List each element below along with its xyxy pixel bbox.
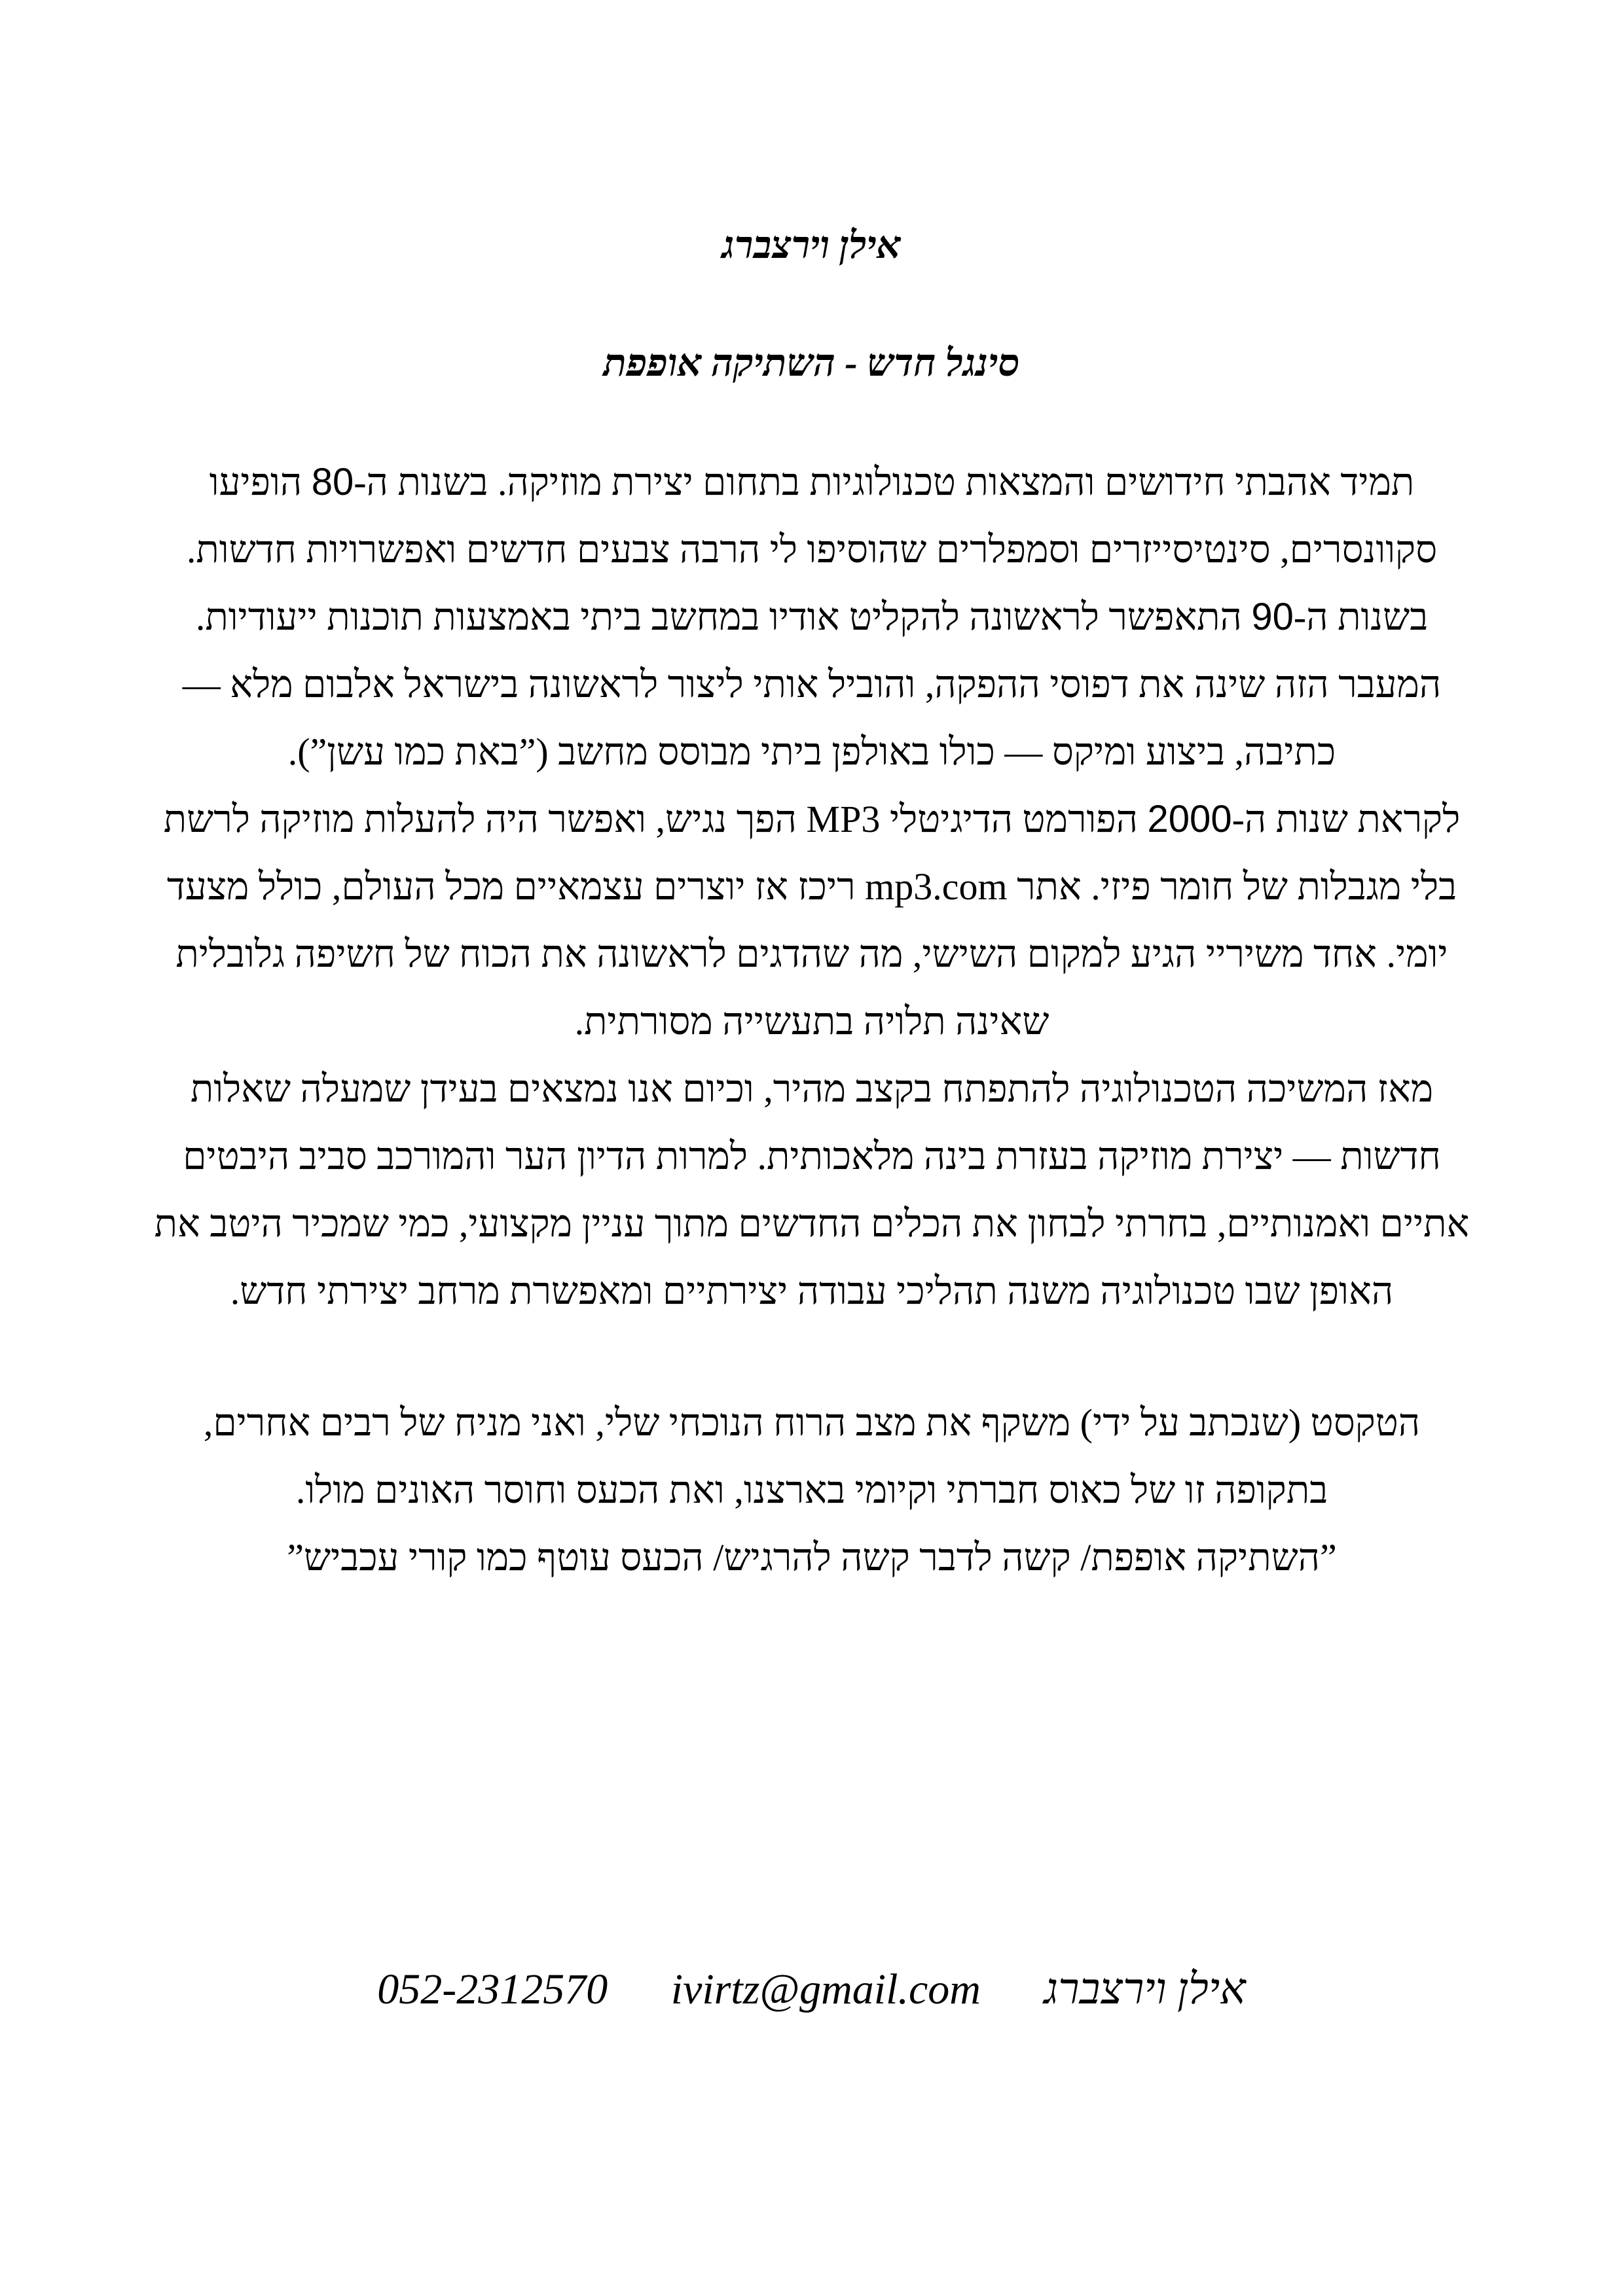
- paragraph-text: בשנות ה-: [1293, 596, 1429, 638]
- year-number: 2000: [1147, 798, 1232, 840]
- email-address: ivirtz@gmail.com: [670, 1965, 981, 2013]
- paragraph-home-recording: [154, 583, 1470, 785]
- paragraph-text: לקראת שנות ה-: [1231, 798, 1461, 840]
- paragraph-mp3-era: [154, 785, 1470, 1055]
- lyrics-quote: ”השתיקה אופפת/ קשה לדבר קשה להרגיש/ הכעס עוטף כמו קורי עכביש”: [287, 1536, 1337, 1579]
- paragraph-lyrics-context: הטקסט (שנכתב על ידי) משקף את מצב הרוח הנוכחי שלי, ואני מניח של רבים אחרים, בתקופה זו של כאוס חברתי וקיומי בארצנו, ואת הכעס וחוסר האונים מולו.: [203, 1401, 1421, 1511]
- body-text: [154, 448, 1470, 1591]
- phone-number: 052-2312570: [377, 1965, 608, 2013]
- paragraph-text: הפורמט הדיגיטלי: [880, 798, 1148, 840]
- paragraph-early-technology: [154, 448, 1470, 583]
- footer-author-name: אילן וירצברג: [1044, 1965, 1246, 2013]
- paragraph-text: התאפשר לראשונה להקליט אודיו במחשב ביתי באמצעות תוכנות ייעודיות. המעבר הזה שינה את דפוסי ההפקה, והוביל אותי ליצור לראשונה בישראל אלבום מלא — כתיבה, ביצוע ומיקס — כולו באולפן ביתי מבוסס מחשב (”באת כמו עשן”).: [182, 596, 1442, 773]
- paragraph-ai-era: מאז המשיכה הטכנולוגיה להתפתח בקצב מהיר, וכיום אנו נמצאים בעידן שמעלה שאלות חדשות — יצירת מוזיקה בעזרת בינה מלאכותית. למרות הדיון הער והמורכב סביב היבטים אתיים ואמנותיים, בחרתי לבחון את הכלים החדשים מתוך עניין מקצועי, כמי שמכיר היטב את האופן שבו טכנולוגיה משנה תהליכי עבודה יצירתיים ומאפשרת מרחב יצירתי חדש.: [154, 1067, 1470, 1312]
- format-name: MP3: [806, 798, 881, 840]
- paragraph-text: הפך נגיש, ואפשר היה להעלות מוזיקה לרשת בלי מגבלות של חומר פיזי. אתר: [163, 798, 1457, 908]
- paragraph-text: תמיד אהבתי חידושים והמצאות טכנולוגיות בתחום יצירת מוזיקה. בשנות ה-: [354, 461, 1415, 503]
- contact-footer: [0, 1964, 1623, 2016]
- author-heading: אילן וירצברג: [721, 224, 902, 266]
- paragraph-text: ריכז אז יוצרים עצמאיים מכל העולם, כולל מצעד יומי. אחד משיריי הגיע למקום השישי, מה שהדגים לראשונה את הכוח של חשיפה גלובלית שאינה תלויה בתעשייה מסורתית.: [166, 865, 1448, 1043]
- decade-number: 90: [1251, 596, 1294, 638]
- decade-number: 80: [311, 461, 354, 503]
- paragraph-text: הופיעו סקוונסרים, סינטיסייזרים וסמפלרים שהוסיפו לי הרבה צבעים חדשים ואפשרויות חדשות.: [186, 461, 1438, 571]
- single-title: סינגל חדש - השתיקה אופפת: [603, 342, 1020, 384]
- site-name: mp3.com: [865, 865, 1008, 908]
